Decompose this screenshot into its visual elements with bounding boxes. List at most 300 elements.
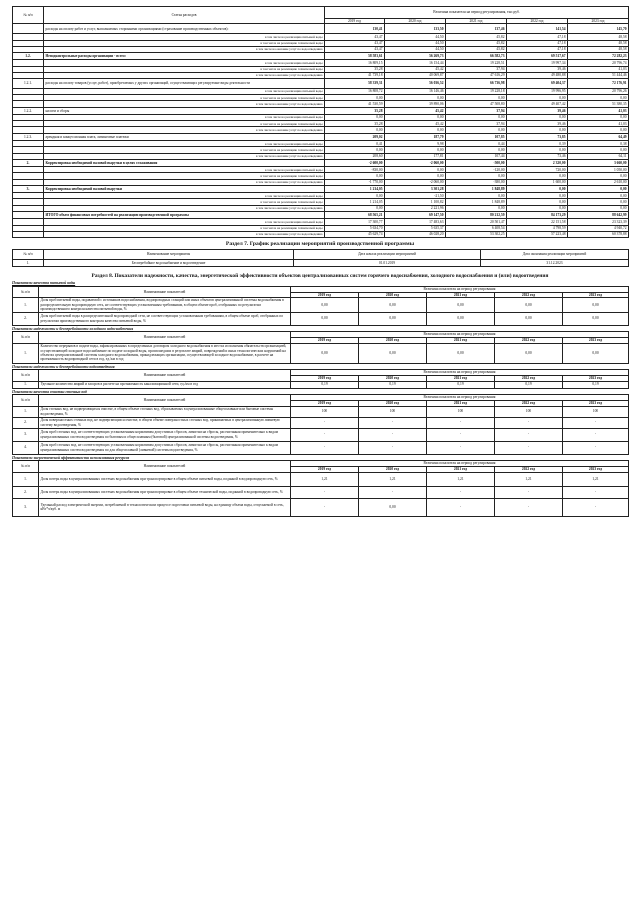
value-cell: 0,00 (446, 127, 507, 133)
col-header-period: Величина показателя на период регулирования (291, 461, 629, 467)
value-cell: 44,50 (385, 34, 446, 40)
value-cell: 0,00 (325, 95, 385, 101)
row-name: Корректировка необходимой валовой выручки (44, 185, 325, 193)
row-name: Доля проб сточных вод, не соответствующих установленным нормативам допустимых сбросов, лимитам на сбросы, рассчитанная применительно к видам централизованных систем водоотведения по для общесплавной (ливневой) системы водоотведения, % (39, 441, 291, 454)
col-header-year: 2022 год (495, 401, 563, 406)
table-row (13, 24, 629, 34)
value-cell: 137,46 (446, 24, 507, 34)
value-cell: 0,41 (325, 141, 385, 147)
row-name: Доля проб питьевой воды в распределительной водопроводной сети, не соответствующих установленным требованиям, в общем объеме проб, отобранных по результатам производственного контроля качества питьевой воды, % (39, 312, 291, 325)
table-row (13, 381, 629, 388)
value-cell: 100 (563, 406, 629, 417)
indicator-group-title: Показатели энергетической эффективности использования ресурсов (12, 455, 130, 460)
row-no: 1. (13, 406, 39, 417)
row-name: в том числе на реализацию технической воды (44, 40, 325, 46)
col-header-period: Величина показателя на период регулирования (291, 332, 629, 338)
value-cell: 0,00 (446, 205, 507, 211)
value-cell: 0,00 (568, 95, 629, 101)
value-cell: 73,46 (507, 153, 568, 159)
col-header-year: 2022 год (495, 467, 563, 472)
table-row (13, 211, 629, 219)
row-no: 2. (13, 159, 44, 167)
col-header-year: 2020 год (359, 376, 427, 381)
value-cell: 0,00 (507, 147, 568, 153)
value-cell: -21,50 (385, 193, 446, 199)
value-cell: 2 320,00 (507, 159, 568, 167)
row-no: 1.2. (13, 52, 44, 60)
value-cell: 5 635,37 (385, 225, 446, 231)
row-name: в том числе на реализацию технической воды (44, 225, 325, 231)
value-cell: 66 582,73 (446, 52, 507, 60)
value-cell: 2 610,00 (568, 179, 629, 185)
col-header-year: 2020 год (359, 338, 427, 343)
value-cell: - (495, 441, 563, 454)
row-name: расходы на оплату работ и услуг, выполняемых сторонними организациями (страхование производственных объектов): (44, 24, 325, 34)
row-name: в том числе на реализацию технической воды (44, 95, 325, 101)
table-row (13, 441, 629, 454)
col-header-year: 2022 год (495, 292, 563, 297)
col-header-year: 2019 год (291, 467, 359, 472)
row-name: в том числе на оказание услуг по водоотведению (44, 205, 325, 211)
value-cell: 48,58 (568, 46, 629, 52)
col-header-year: 2023 год (568, 19, 629, 24)
value-cell: 1,21 (495, 472, 563, 486)
value-cell: -120,00 (446, 167, 507, 173)
value-cell: 19 228,18 (446, 89, 507, 95)
row-name: в том числе на реализацию питьевой воды (44, 167, 325, 173)
value-cell: 0,19 (563, 381, 629, 388)
value-cell: 41 739,18 (325, 72, 385, 78)
value-cell: 0,00 (507, 185, 568, 193)
col-header-year: 2021 год (427, 376, 495, 381)
indicator-table (12, 331, 629, 363)
value-cell: 56 036,52 (385, 79, 446, 89)
value-cell: - (359, 417, 427, 428)
section-8-title: Раздел 8. Показатели надежности, качества, энергетической эффективности объектов централизованных систем горячего водоснабжения, холодного водоснабжения и (или) водоотведения (91, 272, 549, 279)
value-cell: 0,00 (507, 205, 568, 211)
value-cell: 53 302,25 (446, 231, 507, 237)
value-cell: - (291, 441, 359, 454)
row-name: Доля проб питьевой воды, подаваемой с источников водоснабжения, водопроводных станций или иных объектов централизованной системы водоснабжения в распределительную водопроводную сеть, не соответствующих установленным требованиям, в общем объеме проб, отобранных по результатам производственного контроля качества питьевой воды, % (39, 298, 291, 312)
value-cell: 0,00 (495, 343, 563, 363)
value-cell: 45,42 (385, 121, 446, 127)
value-cell: 130,41 (325, 24, 385, 34)
value-cell: 0,00 (507, 115, 568, 121)
col-header-no: № п/п (13, 332, 39, 343)
value-cell: 0,00 (359, 298, 427, 312)
value-cell: 1 600,00 (507, 179, 568, 185)
value-cell: 20 796,26 (568, 89, 629, 95)
col-header-year: 2022 год (495, 338, 563, 343)
col-header-period: Величина показателя на период регулирования (291, 286, 629, 292)
col-header-name: Наименование мероприятия (44, 249, 294, 259)
row-name: в том числе на реализацию питьевой воды (44, 141, 325, 147)
table-row (13, 185, 629, 193)
value-cell: 0,00 (446, 173, 507, 179)
value-cell: 0,19 (291, 381, 359, 388)
col-header-year: 2019 год (291, 376, 359, 381)
value-cell: 0,00 (385, 127, 446, 133)
row-name: в том числе на реализацию технической воды (44, 121, 325, 127)
value-cell: 16 154,44 (385, 60, 446, 66)
value-cell: 0,00 (325, 193, 385, 199)
row-no: 2. (13, 417, 39, 428)
table-row (13, 231, 629, 237)
row-no: 1.2.2. (13, 107, 44, 115)
value-cell: 37,94 (446, 107, 507, 115)
col-header-no: № п/п (13, 370, 39, 381)
col-header-year: 2023 год (563, 401, 629, 406)
value-cell: 73,85 (507, 133, 568, 141)
value-cell: 0,00 (507, 95, 568, 101)
value-cell: 1,21 (291, 472, 359, 486)
value-cell: 69 404,37 (507, 79, 568, 89)
value-cell: 47 508,80 (446, 101, 507, 107)
col-header-year: 2023 год (563, 467, 629, 472)
row-no: 1.2.1. (13, 79, 44, 89)
value-cell: 0,00 (563, 298, 629, 312)
value-cell: 0,00 (568, 147, 629, 153)
value-cell: - (291, 428, 359, 441)
value-cell: - (495, 417, 563, 428)
value-cell: 58 583,61 (325, 52, 385, 60)
value-cell: 45 629,74 (325, 231, 385, 237)
table-row (13, 312, 629, 325)
value-cell: 45,42 (385, 66, 446, 72)
col-header-period: Величина показателя на период регулирования (291, 395, 629, 401)
row-name: в том числе на оказание услуг по водоотведению (44, 127, 325, 133)
value-cell: 0,19 (495, 381, 563, 388)
value-cell: 46 028,20 (385, 231, 446, 237)
value-cell: - (427, 441, 495, 454)
value-cell: 209,02 (325, 133, 385, 141)
value-cell: - (495, 498, 563, 516)
value-cell: 16 809,15 (325, 60, 385, 66)
value-cell: - (563, 441, 629, 454)
col-header-no: № п/п (13, 395, 39, 406)
value-cell: 0,00 (385, 167, 446, 173)
table-row (13, 133, 629, 141)
value-cell: 5 634,70 (325, 225, 385, 231)
row-no: 3. (13, 498, 39, 516)
row-no (13, 24, 44, 34)
value-cell: 1 050,00 (568, 167, 629, 173)
value-cell: 0,00 (507, 173, 568, 179)
value-cell: 1 214,05 (325, 185, 385, 193)
value-cell: 47,18 (507, 46, 568, 52)
value-cell: 44,50 (385, 46, 446, 52)
row-name: Доля сточных вод, не подвергающихся очистке, в общем объеме сточных вод, сбрасываемых в централизованные общесплавные или бытовые системы водоотведения, % (39, 406, 291, 417)
value-cell: - (291, 417, 359, 428)
start-date: 01.01.2019 (294, 259, 481, 266)
row-name: Доля потерь воды в централизованных системах водоснабжения при транспортировке в общем объеме питьевой воды, поданной в водопроводную сеть, % (39, 472, 291, 486)
col-header-year: 2019 год (291, 292, 359, 297)
value-cell: 0,00 (291, 343, 359, 363)
value-cell: 0,00 (568, 127, 629, 133)
col-header-year: 2019 год (291, 401, 359, 406)
col-header-no: № п/п (13, 249, 44, 259)
table-row (13, 406, 629, 417)
value-cell: - (427, 428, 495, 441)
value-cell: 16 808,72 (325, 89, 385, 95)
col-header-end-date: Дата окончания реализации мероприятий (481, 249, 629, 259)
value-cell: 43,47 (325, 34, 385, 40)
value-cell: 69 147,50 (385, 211, 446, 219)
value-cell: -830,00 (325, 167, 385, 173)
value-cell: 72 282,23 (568, 52, 629, 60)
col-header-year: 2020 год (359, 401, 427, 406)
value-cell: 51 380,35 (568, 101, 629, 107)
value-cell: 39 890,06 (385, 101, 446, 107)
table-row (13, 298, 629, 312)
value-cell: 0,00 (507, 193, 568, 199)
value-cell: 45,82 (446, 40, 507, 46)
row-no: 2. (13, 486, 39, 498)
value-cell: 1 100,82 (385, 199, 446, 205)
value-cell: - (291, 486, 359, 498)
value-cell: - (427, 486, 495, 498)
col-header-start-date: Дата начала реализации мероприятий (294, 249, 481, 259)
col-header-year: 2020 год (359, 292, 427, 297)
value-cell: - (563, 428, 629, 441)
row-no: 1. (13, 259, 44, 266)
value-cell: 3 301,28 (385, 185, 446, 193)
col-header-name: Наименование показателей (39, 461, 291, 472)
value-cell: 57 223,48 (507, 231, 568, 237)
value-cell: - (359, 441, 427, 454)
schedule-table (12, 249, 629, 267)
value-cell: 20 501,47 (446, 219, 507, 225)
value-cell: 0,00 (325, 127, 385, 133)
value-cell: 48,58 (568, 40, 629, 46)
row-name: в том числе на оказание услуг по водоотведению (44, 101, 325, 107)
value-cell: -380,00 (446, 179, 507, 185)
value-cell: 84 173,29 (507, 211, 568, 219)
value-cell: 100 (359, 406, 427, 417)
col-header-period: Величина показателя на период регулирования (291, 370, 629, 376)
value-cell: 100 (495, 406, 563, 417)
row-name: в том числе на реализацию питьевой воды (44, 34, 325, 40)
value-cell: - (427, 498, 495, 516)
value-cell: 0,00 (507, 127, 568, 133)
col-header-name: Наименование показателей (39, 332, 291, 343)
value-cell: 23 323,39 (568, 219, 629, 225)
value-cell: 141,54 (507, 24, 568, 34)
value-cell: 0,38 (568, 141, 629, 147)
row-name: арендная и концессионная плата, лизинговые платежи (44, 133, 325, 141)
row-name: Доля проб сточных вод, не соответствующих установленным нормативам допустимых сбросов, лимитам на сбросы, рассчитанная применительно к видам централизованных систем водоотведения по бытовым и общесплавным (бытовой) централизованной системы водоотведения, % (39, 428, 291, 441)
value-cell: - (427, 417, 495, 428)
col-header-year: 2019 год (291, 338, 359, 343)
value-cell: 0,00 (495, 312, 563, 325)
row-no: 2. (13, 312, 39, 325)
value-cell: 41,03 (568, 121, 629, 127)
col-header-year: 2021 год (427, 292, 495, 297)
value-cell: 9,98 (385, 141, 446, 147)
value-cell: 49 407,42 (507, 101, 568, 107)
measure-name: Бесперебойное водоснабжение и водоотведение (44, 259, 294, 266)
row-name: Удельное количество аварий и засоров в расчете на протяженность канализационной сети, ед./км в год (39, 381, 291, 388)
value-cell: 720,00 (507, 167, 568, 173)
value-cell: 22 151,58 (507, 219, 568, 225)
value-cell: 3 660,00 (568, 159, 629, 167)
col-header-year: 2021 год (427, 338, 495, 343)
table-row (13, 159, 629, 167)
value-cell: - (563, 417, 629, 428)
table-row (13, 472, 629, 486)
col-header-no: № п/п (13, 286, 39, 297)
value-cell: 0,00 (568, 185, 629, 193)
value-cell: 19 997,34 (507, 60, 568, 66)
value-cell: 4 798,59 (507, 225, 568, 231)
value-cell: 88 642,99 (568, 211, 629, 219)
value-cell: 19 996,95 (507, 89, 568, 95)
value-cell: 37,94 (446, 121, 507, 127)
value-cell: 45,82 (446, 46, 507, 52)
col-header-year: 2023 год (563, 292, 629, 297)
value-cell: - (291, 498, 359, 516)
value-cell: 0,00 (385, 147, 446, 153)
value-cell: 187,79 (385, 133, 446, 141)
value-cell: 0,00 (325, 115, 385, 121)
value-cell: - (495, 486, 563, 498)
value-cell: 37,94 (446, 66, 507, 72)
value-cell: 0,00 (563, 343, 629, 363)
value-cell: 41,03 (568, 66, 629, 72)
table-row (13, 428, 629, 441)
row-name: в том числе на реализацию питьевой воды (44, 89, 325, 95)
value-cell: 0,00 (507, 199, 568, 205)
value-cell: 133,50 (385, 24, 446, 34)
value-cell: 0,00 (427, 312, 495, 325)
col-header-name: Наименование показателей (39, 395, 291, 406)
value-cell: 49 480,88 (507, 72, 568, 78)
value-cell: 35,28 (325, 107, 385, 115)
value-cell: 0,19 (359, 381, 427, 388)
value-cell: 17 300,77 (325, 219, 385, 225)
row-name: в том числе на реализацию технической воды (44, 147, 325, 153)
row-no: 1. (13, 298, 39, 312)
value-cell: - (563, 498, 629, 516)
value-cell: 17 483,63 (385, 219, 446, 225)
value-cell: 80 212,59 (446, 211, 507, 219)
row-name: в том числе на реализацию технической воды (44, 199, 325, 205)
value-cell: 1 214,05 (325, 199, 385, 205)
value-cell: 64,49 (568, 133, 629, 141)
value-cell: 68 565,21 (325, 211, 385, 219)
value-cell: 107,85 (446, 133, 507, 141)
value-cell: 0,00 (568, 115, 629, 121)
value-cell: 41,03 (568, 107, 629, 115)
value-cell: 208,60 (325, 153, 385, 159)
value-cell: 35,28 (325, 66, 385, 72)
indicator-group-title: Показатели надежности и бесперебойности холодного водоснабжения (12, 326, 134, 331)
col-header-year: 2022 год (495, 376, 563, 381)
value-cell: -2 600,00 (325, 159, 385, 167)
row-no: 1.2.3. (13, 133, 44, 141)
value-cell: 44,50 (385, 40, 446, 46)
value-cell: 40 069,87 (385, 72, 446, 78)
value-cell: 0,00 (427, 298, 495, 312)
row-no: 3. (13, 428, 39, 441)
row-name: в том числе на реализацию питьевой воды (44, 115, 325, 121)
value-cell: 0,44 (446, 141, 507, 147)
value-cell: 0,00 (325, 147, 385, 153)
value-cell: 45,42 (385, 107, 446, 115)
row-no: 1. (13, 472, 39, 486)
col-header-year: 2021 год (446, 19, 507, 24)
value-cell: 0,00 (385, 173, 446, 179)
value-cell: 19 228,51 (446, 60, 507, 66)
col-header-no: № п/п (13, 461, 39, 472)
value-cell: -500,00 (446, 159, 507, 167)
value-cell: 60 378,88 (568, 231, 629, 237)
col-header-name: Наименование показателей (39, 286, 291, 297)
row-no: 1. (13, 343, 39, 363)
value-cell: 64,11 (568, 153, 629, 159)
value-cell: 0,19 (427, 381, 495, 388)
value-cell: 0,00 (568, 193, 629, 199)
value-cell: - (563, 486, 629, 498)
value-cell: 48,58 (568, 34, 629, 40)
row-name: Доля потерь воды в централизованных системах водоснабжения при транспортировке в общем объеме технической воды, поданной в водопроводную сеть, % (39, 486, 291, 498)
value-cell: 0,00 (291, 298, 359, 312)
value-cell: 69 517,67 (507, 52, 568, 60)
value-cell: - (495, 428, 563, 441)
row-name: налоги и сборы (44, 107, 325, 115)
row-name: Доля поверхностных сточных вод, не подвергающихся очистке, в общем объеме поверхностных сточных вод, принимаемых в централизованную ливневую систему водоотведения, % (39, 417, 291, 428)
row-name: в том числе на оказание услуг по водоотведению (44, 72, 325, 78)
value-cell: 0,00 (446, 147, 507, 153)
indicator-table (12, 394, 629, 454)
value-cell: 66 736,98 (446, 79, 507, 89)
indicator-table (12, 460, 629, 516)
value-cell: 39,46 (507, 107, 568, 115)
row-name: в том числе на оказание услуг по водоотведению (44, 179, 325, 185)
value-cell: 0,00 (568, 199, 629, 205)
section-8-indicators (12, 281, 628, 516)
table-row (13, 498, 629, 516)
row-name: Корректировка необходимой валовой выручки в целях сглаживания (44, 159, 325, 167)
col-header-year: 2023 год (563, 376, 629, 381)
indicator-table (12, 286, 629, 326)
value-cell: 0,00 (446, 193, 507, 199)
value-cell: 43,47 (325, 46, 385, 52)
value-cell: 0,00 (291, 312, 359, 325)
end-date: 31.12.2023 (481, 259, 629, 266)
row-no: 1. (13, 381, 39, 388)
row-name: Неподконтрольные расходы организации - всего: (44, 52, 325, 60)
value-cell: 58 339,31 (325, 79, 385, 89)
col-header-year: 2021 год (427, 401, 495, 406)
col-header-year: 2020 год (359, 467, 427, 472)
table-row (13, 417, 629, 428)
row-name: в том числе на оказание услуг по водоотведению (44, 153, 325, 159)
table-row (13, 343, 629, 363)
value-cell: 35,28 (325, 121, 385, 127)
value-cell: 4 940,72 (568, 225, 629, 231)
col-header-name: Наименование показателей (39, 370, 291, 381)
value-cell: 100 (427, 406, 495, 417)
value-cell: 100 (291, 406, 359, 417)
row-no (13, 211, 44, 219)
row-name: в том числе на реализацию технической воды (44, 173, 325, 179)
value-cell: 0,00 (427, 343, 495, 363)
col-header-period: Величина показателя на период регулирования, тыс.руб. (325, 7, 629, 19)
row-name: в том числе на реализацию технической воды (44, 66, 325, 72)
table-row (13, 79, 629, 89)
value-cell: 6 408,54 (446, 225, 507, 231)
